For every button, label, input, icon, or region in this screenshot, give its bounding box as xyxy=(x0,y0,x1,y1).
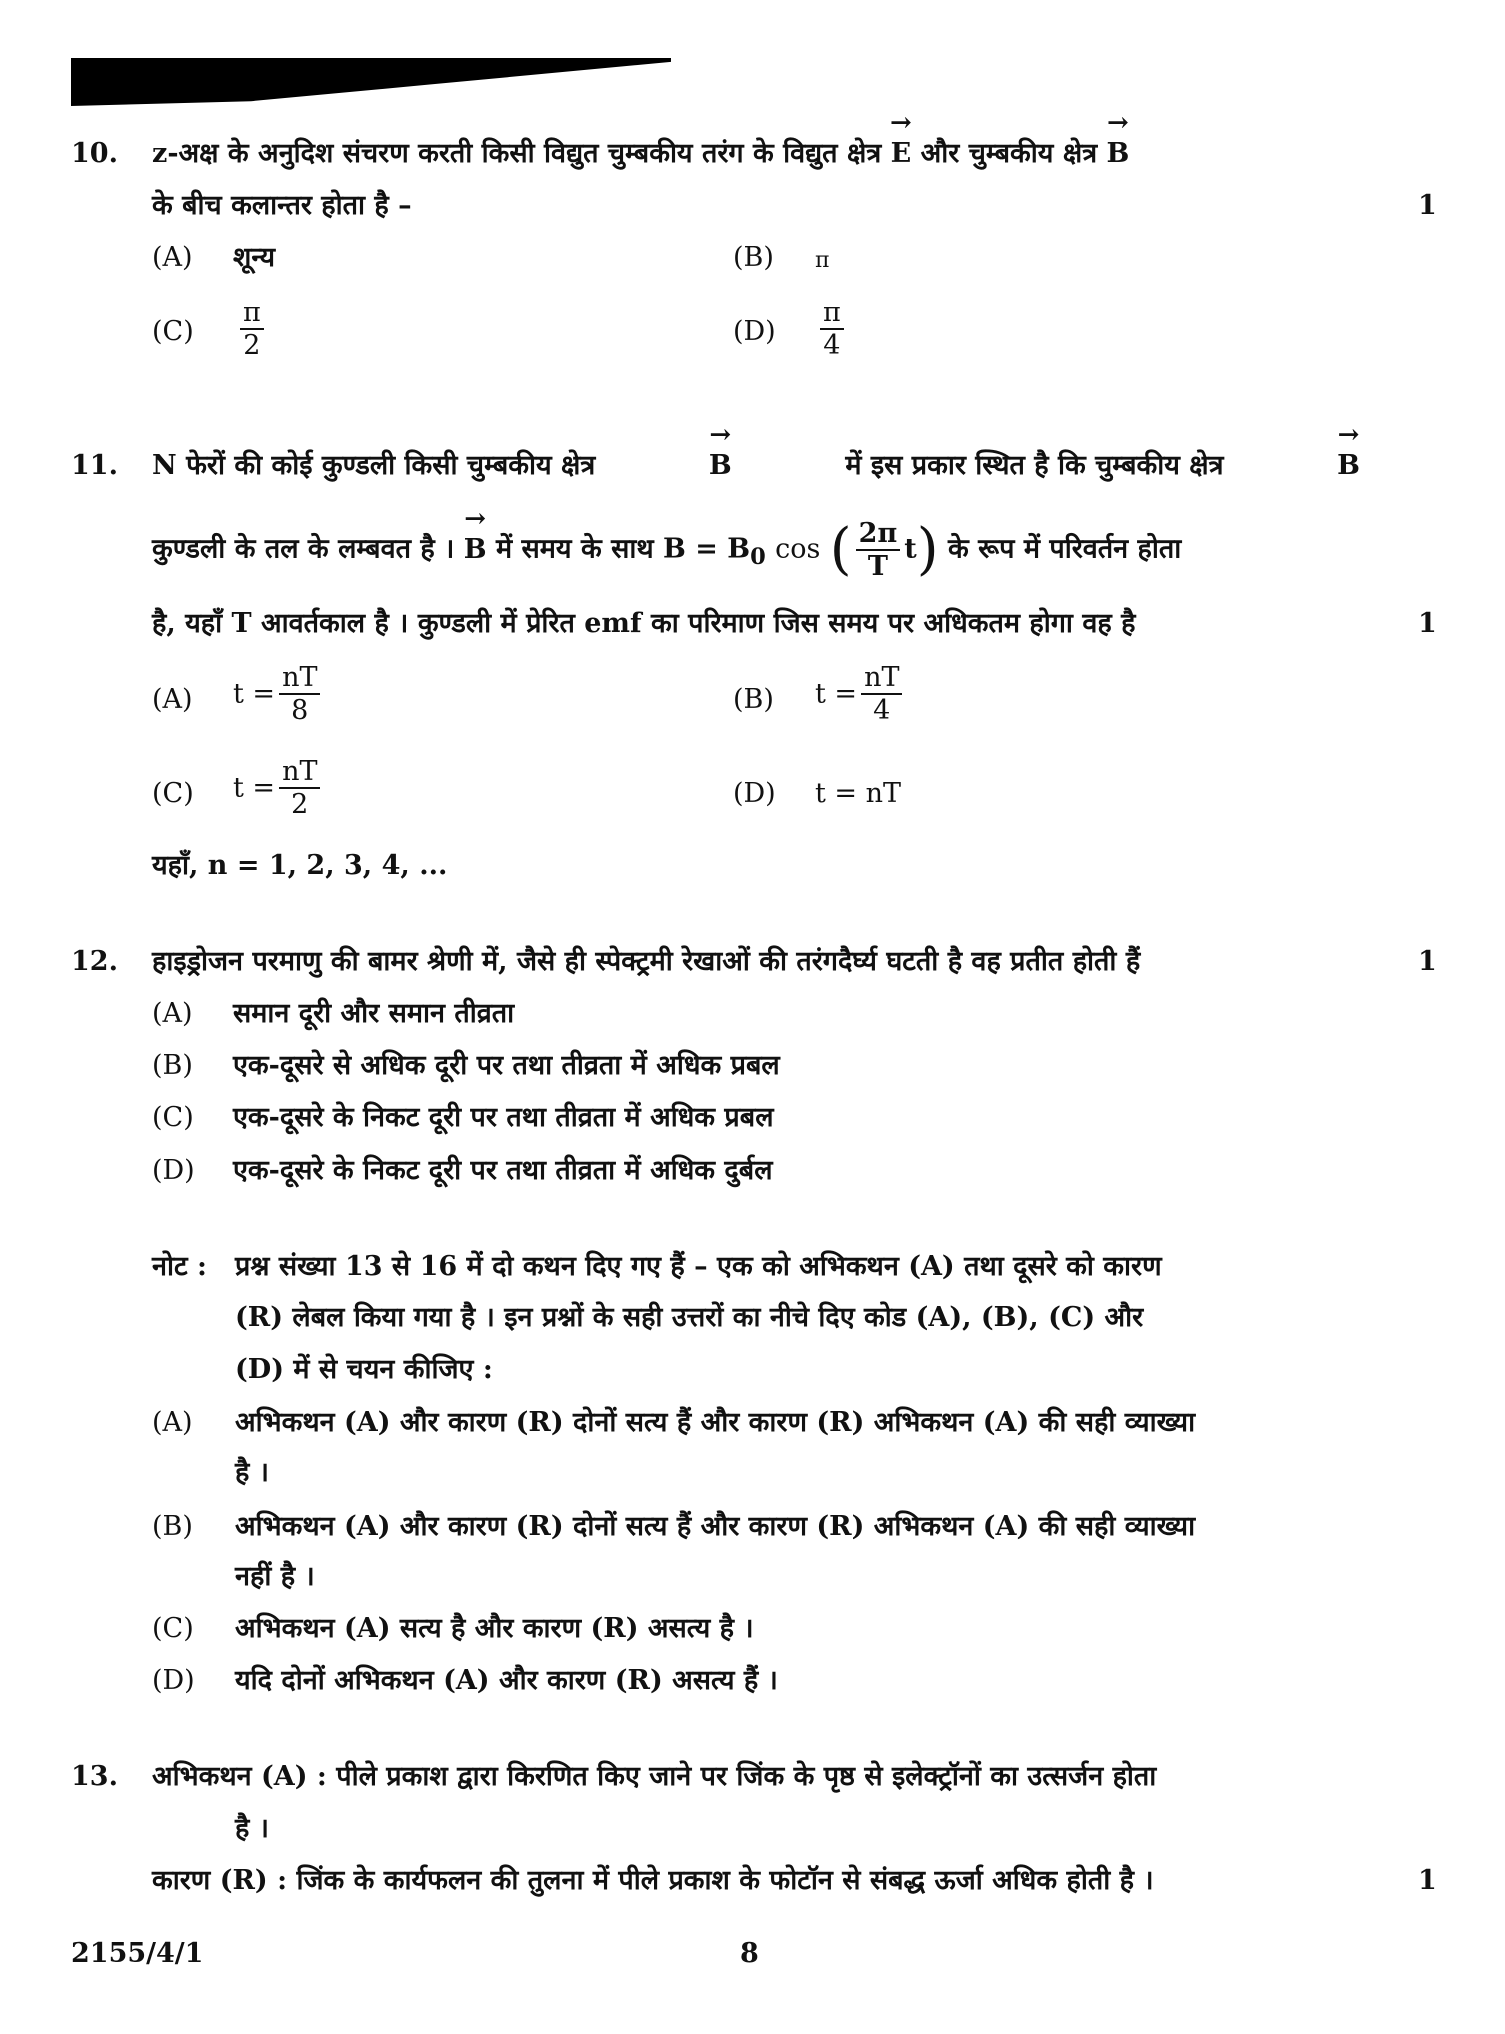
option-d-text: t = nT xyxy=(815,778,902,809)
assertion-text: पीले प्रकाश द्वारा किरणित किए जाने पर जिंक के पृष्ठ से इलेक्ट्रॉनों का उत्सर्जन होता xyxy=(336,1761,1157,1792)
option-b-label: (B) xyxy=(733,684,774,715)
question-number: 13. xyxy=(71,1761,118,1792)
marks: 1 xyxy=(1418,608,1437,639)
code-b-text-line2: नहीं है । xyxy=(235,1561,315,1592)
code-c-text: अभिकथन (A) सत्य है और कारण (R) असत्य है । xyxy=(235,1613,754,1644)
option-a xyxy=(152,244,193,271)
note-line1: प्रश्न संख्या 13 से 16 में दो कथन दिए गए हैं – एक को अभिकथन (A) तथा दूसरे को कारण xyxy=(235,1251,1162,1282)
numerator: nT xyxy=(861,662,902,695)
prefix: t = xyxy=(233,772,276,804)
vector-b: → B xyxy=(1337,452,1360,479)
numerator: π xyxy=(820,297,844,330)
numerator: π xyxy=(240,297,264,330)
marks: 1 xyxy=(1418,190,1437,221)
marks: 1 xyxy=(1418,946,1437,977)
option-c-label: (C) xyxy=(152,316,194,347)
option-c-label: (C) xyxy=(152,778,194,809)
subscript: 0 xyxy=(750,543,766,570)
code-c-label: (C) xyxy=(152,1613,194,1644)
redaction-bar xyxy=(71,58,671,106)
assertion xyxy=(152,1763,1156,1790)
option-b-label: (B) xyxy=(152,1050,193,1081)
question-text-line2: के बीच कलान्तर होता है – xyxy=(152,190,412,221)
question-text xyxy=(152,140,1129,167)
vector-e: → E xyxy=(891,140,912,167)
numerator: nT xyxy=(279,662,320,695)
text: N फेरों की कोई कुण्डली किसी चुम्बकीय क्षेत्र xyxy=(152,450,596,481)
code-b-label: (B) xyxy=(152,1511,193,1542)
where-note: यहाँ, n = 1, 2, 3, 4, ... xyxy=(152,850,448,881)
option-d-label: (D) xyxy=(733,778,776,809)
question-text-line2: कुण्डली के तल के लम्बवत है । → B में समय के साथ $B = B_0$ cos ( $\frac{2\pi}{T}$ t) के रूप में परिवर्तन होता xyxy=(152,518,1181,582)
question-text-line3: है, यहाँ T आवर्तकाल है । कुण्डली में प्रेरित emf का परिमाण जिस समय पर अधिकतम होगा वह है xyxy=(152,608,1136,639)
question-number: 11. xyxy=(71,450,118,481)
prefix: t = xyxy=(233,678,276,710)
note-line2: (R) लेबल किया गया है । इन प्रश्नों के सही उत्तरों का नीचे दिए कोड (A), (B), (C) और xyxy=(235,1302,1144,1333)
question-number: 10. xyxy=(71,138,118,169)
code-a-text: अभिकथन (A) और कारण (R) दोनों सत्य हैं और कारण (R) अभिकथन (A) की सही व्याख्या xyxy=(235,1407,1196,1438)
option-b xyxy=(815,662,906,726)
option-d-fraction xyxy=(816,297,848,361)
denominator: 8 xyxy=(291,695,309,727)
code-b-text: अभिकथन (A) और कारण (R) दोनों सत्य हैं और कारण (R) अभिकथन (A) की सही व्याख्या xyxy=(235,1511,1196,1542)
option-a-text: शून्य xyxy=(233,242,275,273)
option-b-text: एक-दूसरे से अधिक दूरी पर तथा तीव्रता में अधिक प्रबल xyxy=(233,1050,780,1081)
option-c-label: (C) xyxy=(152,1102,194,1133)
text: में इस प्रकार स्थित है कि चुम्बकीय क्षेत्र xyxy=(845,450,1224,481)
reason-label: कारण (R) : xyxy=(152,1865,288,1896)
option-d-label: (D) xyxy=(733,316,776,347)
prefix: t = xyxy=(815,678,858,710)
marks: 1 xyxy=(1418,1865,1437,1896)
paper-code: 2155/4/1 xyxy=(71,1938,204,1969)
option-c xyxy=(233,756,324,820)
denominator: 2 xyxy=(243,330,261,362)
note-line3: (D) में से चयन कीजिए : xyxy=(235,1354,493,1385)
assertion-text-line2: है । xyxy=(235,1813,269,1844)
option-d-label: (D) xyxy=(152,1155,195,1186)
option-b-label: (B) xyxy=(733,242,774,273)
vector-b: → B xyxy=(464,536,487,563)
note-label: नोट : xyxy=(152,1251,207,1282)
denominator: 2 xyxy=(291,789,309,821)
option-a-label: (A) xyxy=(152,998,193,1029)
text: के रूप में परिवर्तन होता xyxy=(947,533,1182,565)
text: z-अक्ष के अनुदिश संचरण करती किसी विद्युत चुम्बकीय तरंग के विद्युत क्षेत्र xyxy=(152,138,882,169)
reason-text: जिंक के कार्यफलन की तुलना में पीले प्रकाश के फोटॉन से संबद्ध ऊर्जा अधिक होती है । xyxy=(296,1865,1154,1896)
code-a-label: (A) xyxy=(152,1407,193,1438)
option-a xyxy=(233,662,324,726)
option-a-text: समान दूरी और समान तीव्रता xyxy=(233,998,515,1029)
numerator: 2π xyxy=(856,518,901,551)
denominator: T xyxy=(867,551,888,583)
numerator: nT xyxy=(279,756,320,789)
option-label: (A) xyxy=(152,242,193,273)
text: और चुम्बकीय क्षेत्र xyxy=(920,138,1098,169)
page-number: 8 xyxy=(740,1938,759,1969)
reason xyxy=(152,1867,1154,1894)
option-b-text: π xyxy=(815,248,830,273)
code-a-text-line2: है । xyxy=(235,1457,269,1488)
vector-b: → B xyxy=(1107,140,1130,167)
text: कुण्डली के तल के लम्बवत है । xyxy=(152,533,455,565)
question-number: 12. xyxy=(71,946,118,977)
option-d-text: एक-दूसरे के निकट दूरी पर तथा तीव्रता में अधिक दुर्बल xyxy=(233,1155,773,1186)
assertion-label: अभिकथन (A) : xyxy=(152,1761,327,1792)
vector-b: → B xyxy=(709,452,732,479)
question-text-line1 xyxy=(152,452,1360,479)
denominator: 4 xyxy=(823,330,841,362)
cos: cos xyxy=(775,533,821,565)
question-text: हाइड्रोजन परमाणु की बामर श्रेणी में, जैसे ही स्पेक्ट्रमी रेखाओं की तरंगदैर्घ्य घटती है वह प्रतीत होती हैं xyxy=(152,946,1141,977)
variable-t: t xyxy=(904,533,917,565)
denominator: 4 xyxy=(873,695,891,727)
option-c-fraction xyxy=(236,297,268,361)
formula: में समय के साथ B = B xyxy=(495,533,751,565)
option-c-text: एक-दूसरे के निकट दूरी पर तथा तीव्रता में अधिक प्रबल xyxy=(233,1102,774,1133)
code-d-text: यदि दोनों अभिकथन (A) और कारण (R) असत्य हैं । xyxy=(235,1665,778,1696)
code-d-label: (D) xyxy=(152,1665,195,1696)
option-a-label: (A) xyxy=(152,684,193,715)
